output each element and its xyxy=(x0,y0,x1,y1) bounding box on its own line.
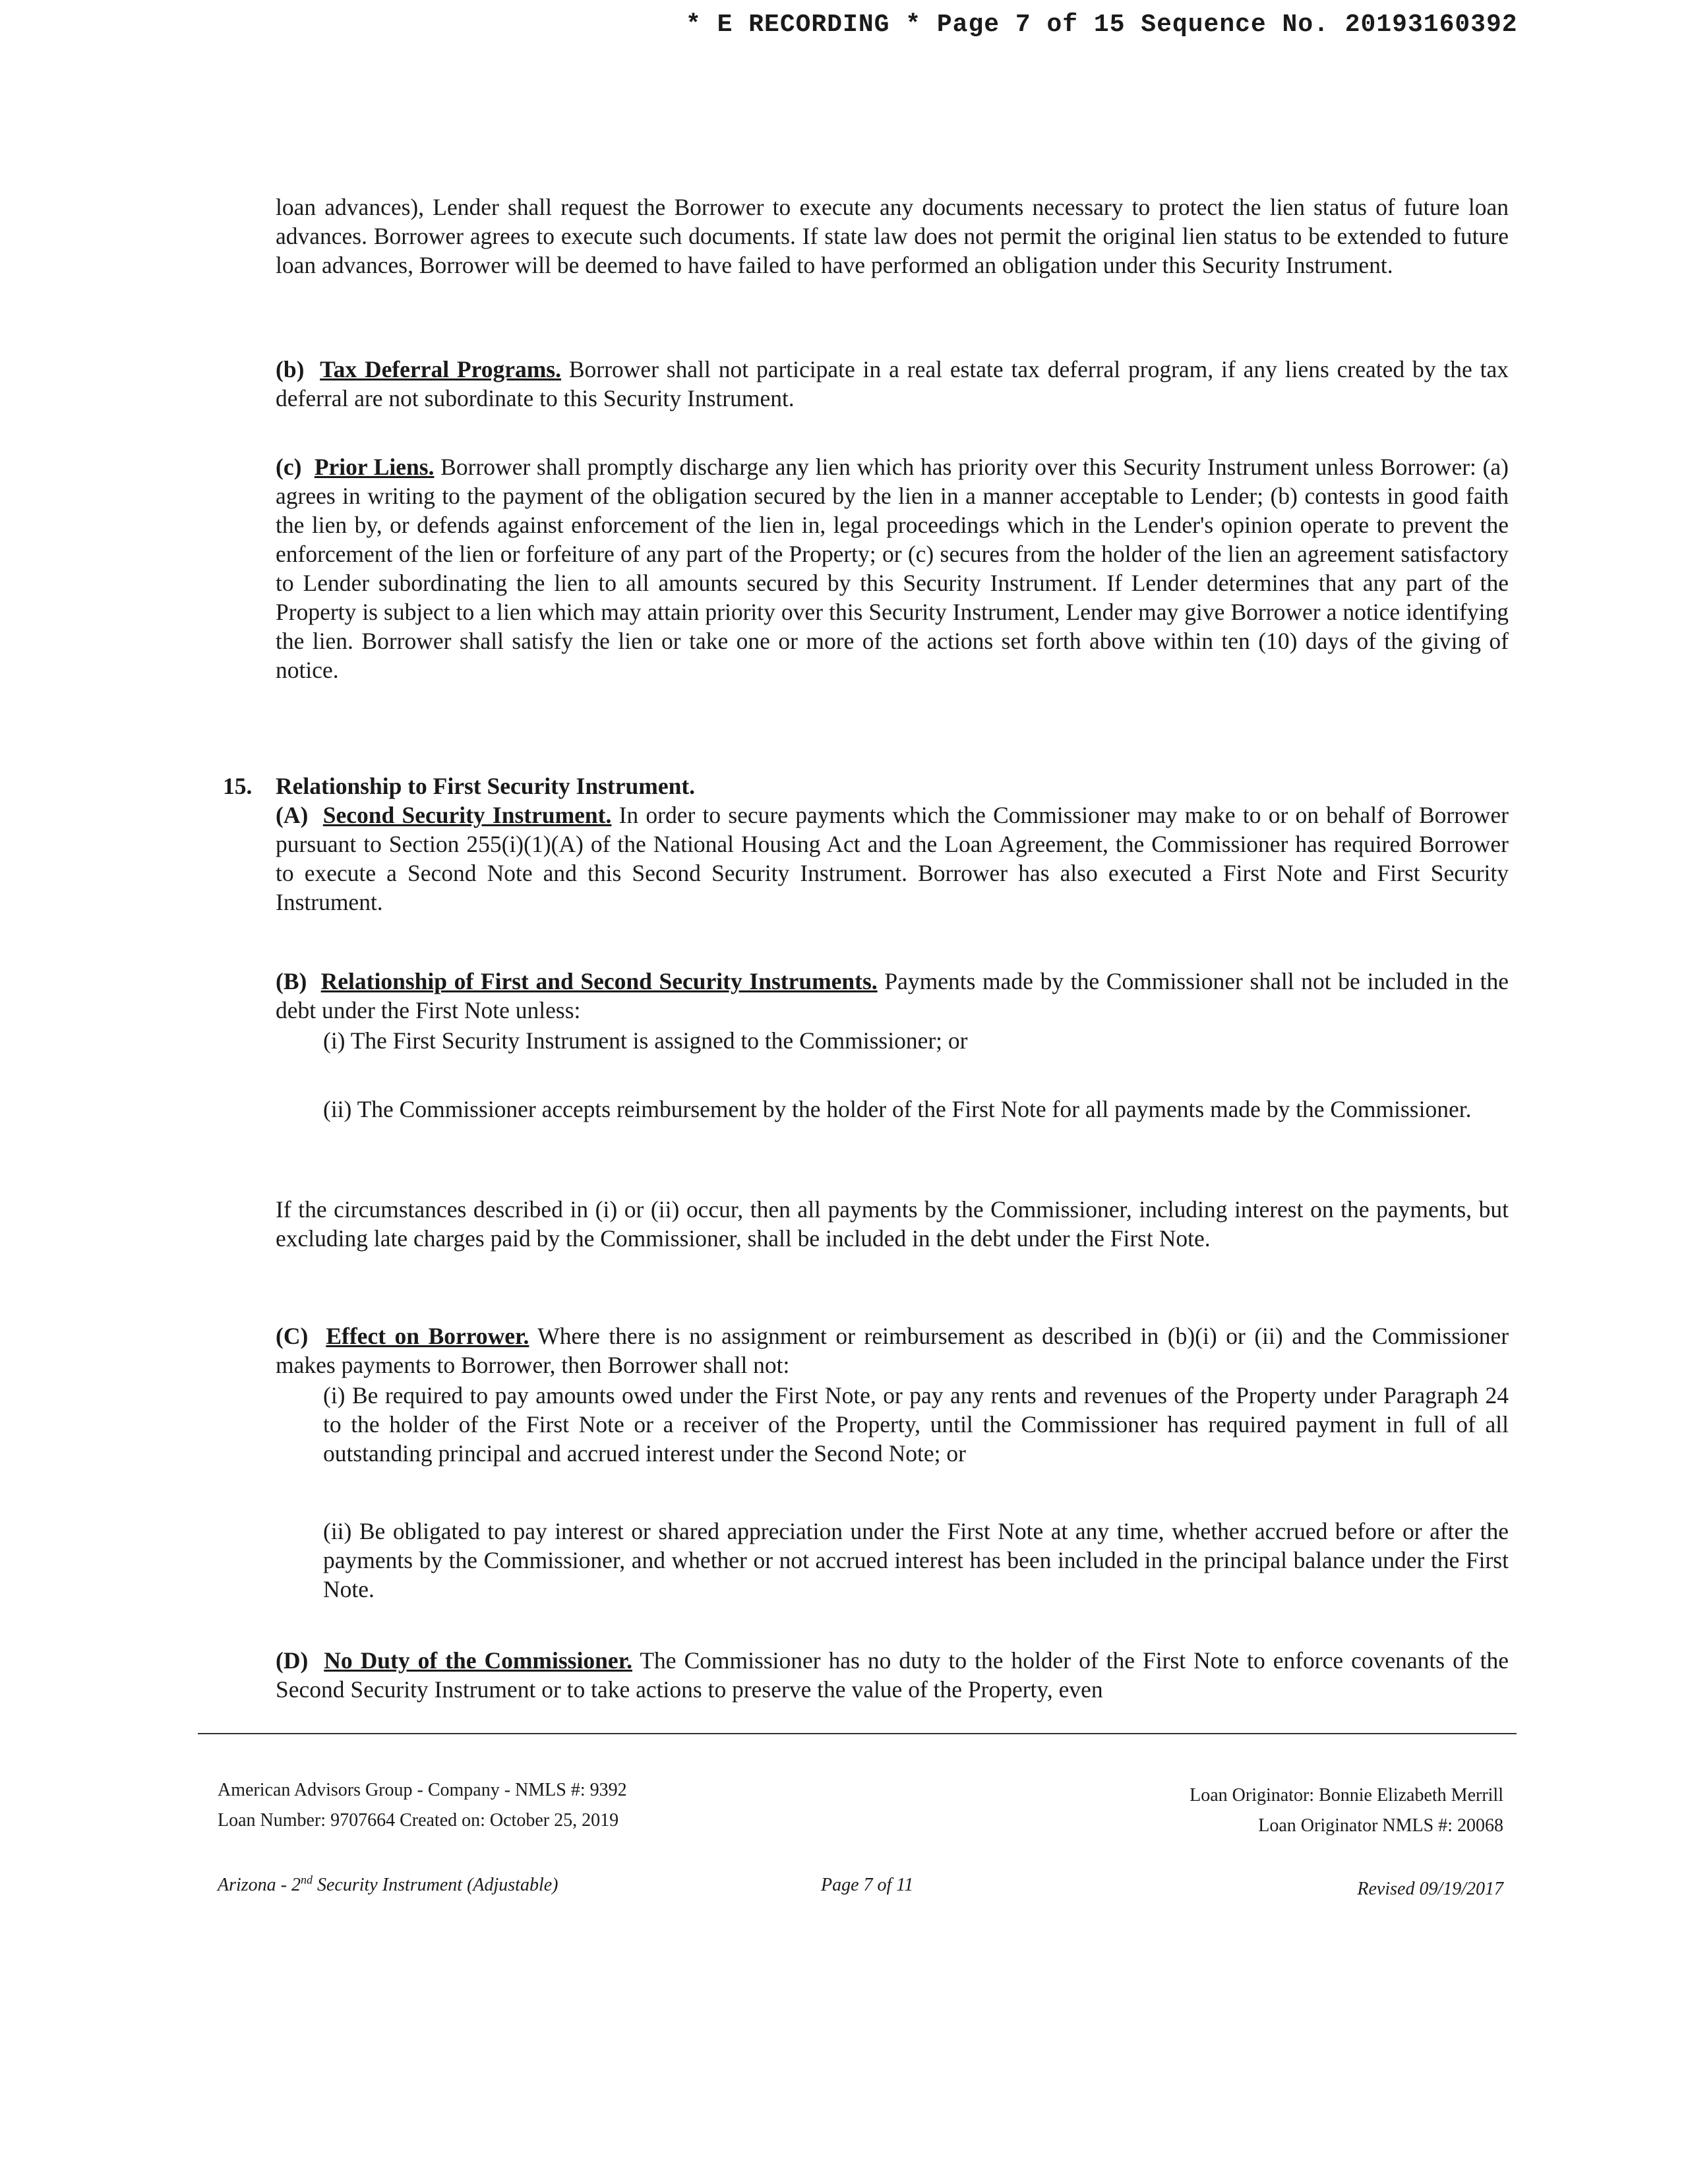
tax-deferral-paragraph xyxy=(276,355,1509,413)
circumstances-paragraph: If the circumstances described in (i) or (ii) occur, then all payments by the Commissioner, including interest on the payments, but excluding late charges paid by the Commissioner, shall be included in the debt under the First Note. xyxy=(276,1196,1509,1252)
section-15-heading xyxy=(223,772,1476,801)
effect-on-borrower-label: (C) xyxy=(276,1323,309,1349)
no-duty-title: No Duty of the Commissioner. xyxy=(324,1647,632,1674)
footer-revised: Revised 09/19/2017 xyxy=(1357,1879,1503,1899)
relationship-label: (B) xyxy=(276,968,307,994)
footer-company: American Advisors Group - Company - NMLS #: 9392 xyxy=(218,1780,627,1800)
prior-liens-paragraph xyxy=(276,452,1509,684)
footer-page-number: Page 7 of 11 xyxy=(821,1875,914,1895)
second-security-paragraph xyxy=(276,801,1509,917)
footer-form-prefix: Arizona - 2 xyxy=(218,1875,301,1895)
effect-item-ii: (ii) Be obligated to pay interest or shared appreciation under the First Note at any time, whether accrued before or after the payments by the Commissioner, and whether or not accrued interest has been included in the principal balance under the First Note. xyxy=(323,1518,1509,1602)
relationship-paragraph xyxy=(276,967,1509,1025)
prior-liens-text: Borrower shall promptly discharge any lien which has priority over this Security Instrument unless Borrower: (a) agrees in writing to the payment of the obligation secured by the lien in a manner acceptable to Lender; (b) contests in good faith the lien by, or defends against enforcement of the lien in, legal proceedings which in the Lender's opinion operate to prevent the enforcement of the lien or forfeiture of any part of the Property; or (c) secures from the holder of the lien an agreement satisfactory to Lender subordinating the lien to all amounts secured by this Security Instrument. If Lender determines that any part of the Property is subject to a lien which may attain priority over this Security Instrument, Lender may give Borrower a notice identifying the lien. Borrower shall satisfy the lien or take one or more of the actions set forth above within ten (10) days of the giving of notice. xyxy=(276,454,1509,683)
tax-deferral-text: Borrower shall not participate in a real estate tax deferral program, if any liens created by the tax deferral are not subordinate to this Security Instrument. xyxy=(276,356,1509,411)
section-15-title: Relationship to First Security Instrument. xyxy=(276,773,696,799)
section-15-number: 15. xyxy=(223,773,253,799)
no-duty-text: The Commissioner has no duty to the holder of the First Note to enforce covenants of the Second Security Instrument or to take actions to preserve the value of the Property, even xyxy=(276,1647,1509,1703)
footer-originator: Loan Originator: Bonnie Elizabeth Merrill xyxy=(1190,1785,1503,1805)
effect-on-borrower-text: Where there is no assignment or reimbursement as described in (b)(i) or (ii) and the Commissioner makes payments to Borrower, then Borrower shall not: xyxy=(276,1323,1509,1378)
second-security-title: Second Security Instrument. xyxy=(322,802,612,828)
effect-on-borrower-paragraph xyxy=(276,1321,1509,1380)
relationship-item-ii: (ii) The Commissioner accepts reimbursement by the holder of the First Note for all payments made by the Commissioner. xyxy=(323,1096,1472,1122)
effect-item-i: (i) Be required to pay amounts owed under the First Note, or pay any rents and revenues of the Property under Paragraph 24 to the holder of the First Note or a receiver of the Property, until the Commissioner has required payment in full of all outstanding principal and accrued interest under the Second Note; or xyxy=(323,1382,1509,1467)
no-duty-label: (D) xyxy=(276,1647,309,1674)
relationship-text: Payments made by the Commissioner shall not be included in the debt under the First Note unless: xyxy=(276,968,1509,1023)
footer-form-title xyxy=(218,1870,558,1900)
recording-stamp: * E RECORDING * Page 7 of 15 Sequence No. 20193160392 xyxy=(686,11,1518,39)
second-security-label: (A) xyxy=(276,802,309,828)
effect-on-borrower-title: Effect on Borrower. xyxy=(326,1323,529,1349)
footer-loan-number: Loan Number: 9707664 Created on: October 25, 2019 xyxy=(218,1810,619,1831)
footer-form-suffix: Security Instrument (Adjustable) xyxy=(313,1875,558,1895)
tax-deferral-title: Tax Deferral Programs. xyxy=(320,356,561,382)
relationship-item-i: (i) The First Security Instrument is assigned to the Commissioner; or xyxy=(323,1027,968,1054)
second-security-text: In order to secure payments which the Commissioner may make to or on behalf of Borrower pursuant to Section 255(i)(1)(A) of the National Housing Act and the Loan Agreement, the Commissioner has required Borrower to execute a Second Note and this Second Security Instrument. Borrower has also executed a First Note and First Security Instrument. xyxy=(276,802,1509,915)
footer-originator-nmls: Loan Originator NMLS #: 20068 xyxy=(1258,1815,1503,1836)
continuation-paragraph: loan advances), Lender shall request the Borrower to execute any documents necessary to protect the lien status of future loan advances. Borrower agrees to execute such documents. If state law does not permit the original lien status to be extended to future loan advances, Borrower will be deemed to have failed to have performed an obligation under this Security Instrument. xyxy=(276,194,1509,278)
tax-deferral-label: (b) xyxy=(276,356,305,382)
no-duty-paragraph xyxy=(276,1646,1509,1704)
relationship-title: Relationship of First and Second Security Instruments. xyxy=(320,968,878,994)
footer-form-sup: nd xyxy=(301,1873,313,1887)
prior-liens-label: (c) xyxy=(276,454,302,480)
prior-liens-title: Prior Liens. xyxy=(314,454,435,480)
footer-divider xyxy=(198,1733,1517,1734)
